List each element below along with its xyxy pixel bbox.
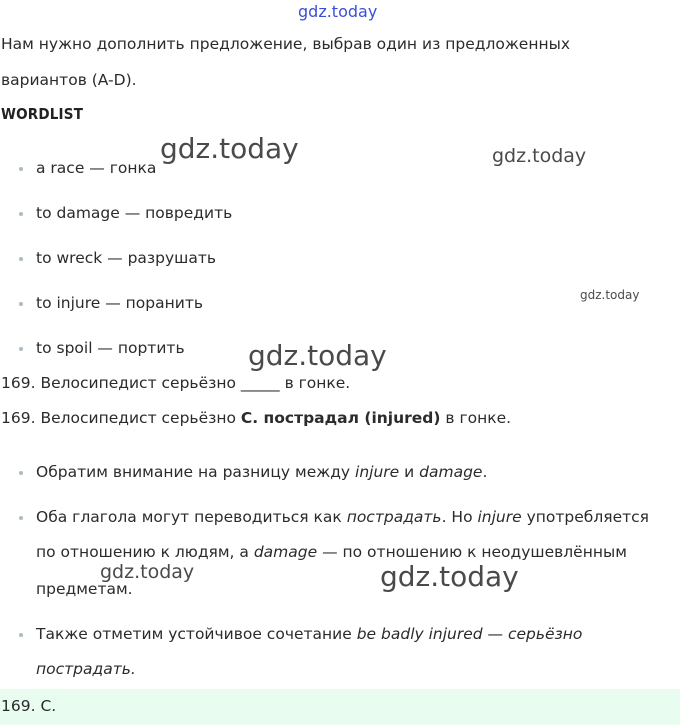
- note-text: . Но: [441, 508, 478, 526]
- watermark: gdz.today: [248, 339, 387, 372]
- note-italic: пострадать.: [36, 660, 136, 678]
- wordlist-item: to injure — поранить: [36, 294, 203, 312]
- wordlist-item: to wreck — разрушать: [36, 249, 217, 267]
- note-2-line-3: предметам.: [36, 580, 133, 598]
- note-text: употребляется: [521, 508, 649, 526]
- watermark: gdz.today: [160, 132, 299, 165]
- note-italic: damage: [419, 463, 483, 481]
- note-italic: injure: [477, 508, 522, 526]
- final-answer-bar: [0, 689, 680, 725]
- watermark: gdz.today: [100, 561, 195, 583]
- wordlist-heading: WORDLIST: [1, 105, 84, 123]
- watermark-top: gdz.today: [298, 2, 378, 21]
- note-text: Обратим внимание на разницу между: [36, 463, 356, 481]
- task-question: 169. Велосипедист серьёзно _____ в гонке.: [1, 374, 351, 392]
- note-text: Оба глагола могут переводиться как: [36, 508, 347, 526]
- note-text: — по отношению к неодушевлённым: [317, 543, 627, 561]
- final-answer: 169. C.: [1, 697, 57, 715]
- wordlist-item: to damage — повредить: [36, 204, 233, 222]
- task-answer-prefix: 169. Велосипедист серьёзно: [1, 409, 241, 427]
- watermark: gdz.today: [492, 145, 587, 167]
- note-text: Также отметим устойчивое сочетание: [36, 625, 357, 643]
- note-text: по отношению к людям, а: [36, 543, 254, 561]
- wordlist-item: a race — гонка: [36, 159, 157, 177]
- task-answer-bold: C. пострадал (injured): [240, 409, 441, 427]
- note-italic: be badly injured — серьёзно: [356, 625, 583, 643]
- note-2-line-2: [36, 543, 627, 561]
- note-italic: damage: [253, 543, 318, 561]
- note-2: [36, 508, 649, 526]
- note-text: и: [399, 463, 420, 481]
- wordlist-item: to spoil — портить: [36, 339, 185, 357]
- note-3-line-2: [36, 660, 136, 678]
- note-italic: пострадать: [346, 508, 442, 526]
- note-italic: injure: [355, 463, 400, 481]
- task-answer-suffix: в гонке.: [440, 409, 512, 427]
- task-answer: [1, 409, 511, 427]
- intro-line-1: Нам нужно дополнить предложение, выбрав один из предложенных: [1, 35, 571, 53]
- watermark: gdz.today: [580, 288, 640, 302]
- note-1: [36, 463, 487, 481]
- intro-line-2: вариантов (A-D).: [1, 71, 137, 89]
- note-3: [36, 625, 582, 643]
- note-text: .: [482, 463, 488, 481]
- watermark: gdz.today: [380, 560, 519, 593]
